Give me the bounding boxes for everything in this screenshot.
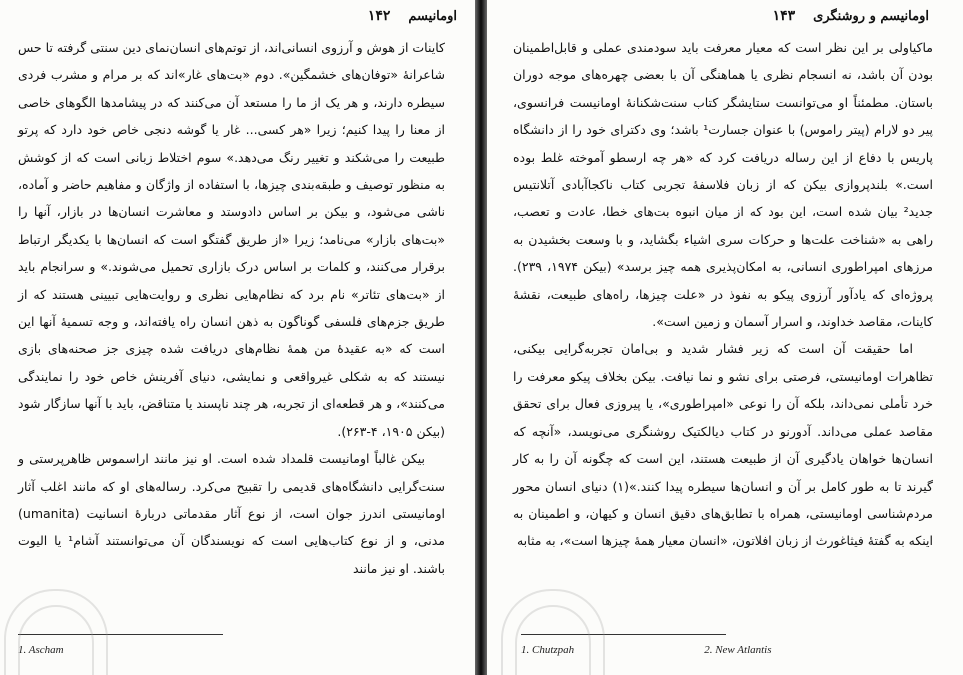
left-paragraph-2: بیکن غالباً اومانیست قلمداد شده است. او نیز مانند اراسموس ظاهرپرستی و سنت‌گرایی دانشگاه‌های قدیمی را تقبیح می‌کرد. رساله‌های او که مانند اغلب آثار اومانیستی اندرز جوان است، از نوع آثار مقدماتی دربارهٔ انسانیت (umanita) مدنی، و از نوع کتاب‌هایی است که نویسندگان آن می‌توانستند آشام¹ یا الیوت باشند. او نیز مانند (18, 451, 445, 576)
left-page-header (18, 8, 457, 30)
left-page-number: ۱۴۲ (367, 8, 391, 24)
left-page-body (18, 34, 445, 605)
right-page (487, 0, 963, 675)
right-paragraph-2: اما حقیقت آن است که زیر فشار شدید و بی‌امان تجربه‌گرایی بیکنی، تظاهرات اومانیستی، فرصتی برای نشو و نما نیافت. بیکن بخلاف پیکو معرفت را خرد تأملی نمی‌داند، بلکه آن را نوعی «امپراطوری»، یا پیروزی فعال برای تحقق مقاصد عملی می‌داند. آدورنو در کتاب دیالکتیک روشنگری می‌نویسد، «آنچه که انسان‌ها خواهان یادگیری آن از طبیعت هستند، این است که چگونه آن را به کار گیرند تا به طور کامل بر آن و انسان‌ها سیطره پیدا کنند.»(۱) دنیای انسان محور مردم‌شناسی اومانیستی، همراه با تطابق‌های دقیق انسان و کیهان، و اطمینان به اینکه به گفتهٔ فیثاغورث از زبان افلاتون، «انسان معیار همهٔ چیزها است»، به مثابه (513, 341, 933, 549)
right-page-body (513, 34, 933, 605)
book-gutter (475, 0, 487, 675)
left-paragraph-1: کاینات از هوش و آرزوی انسانی‌اند، از توتم‌های انسان‌نمای دین سنتی گرفته تا حس شاعرانهٔ «توفان‌های خشمگین». دوم «بت‌های غار»اند که بر مرام و مشرب فردی سیطره دارند، و هر یک از ما را مستعد آن می‌کنند که در پیشامدها الگوهای خاصی از معنا را پیدا کنیم؛ زیرا «هر کسی... غار یا گوشه دنجی خاص خود دارد که پرتو طبیعت را می‌شکند و تغییر رنگ می‌دهد.» سوم اختلاط زبانی است که از کوشش به منظور توصیف و طبقه‌بندی چیزها، با استفاده از واژگان و مفاهیم حاضر و آماده، ناشی می‌شود، و بیکن بر اساس دادوستد و معاشرت انسان‌ها در بازار، آنها را «بت‌های بازار» می‌نامد؛ زیرا «از طریق گفتگو است که انسان‌ها با یکدیگر ارتباط برقرار می‌کنند، و کلمات بر اساس درک بازاری تحمیل می‌شوند.» و سرانجام باید از «بت‌های تئاتر» نام برد که نظام‌هایی نظری و روایت‌هایی تبیینی هستند که از طریق جزم‌های فلسفی گوناگون به ذهن انسان راه یافته‌اند، و وجه تسمیهٔ آنها این است که «به عقیدهٔ من همهٔ نظام‌های دریافت شده چیزی جز صحنه‌های بازی نیستند که به شکلی غیرواقعی و نمایشی، دنیای آفرینش خاص خود را نمایندگی می‌کنند»، و هر قطعه‌ای از تجربه، هر چند ناپسند یا متناقض، باید با آنها سازگار شود (بیکن ۱۹۰۵، ۴-۲۶۳). (18, 40, 445, 439)
right-paragraph-1: ماکیاولی بر این نظر است که معیار معرفت باید سودمندی عملی و قابل‌اطمینان بودن آن باشد، نه انسجام نظری یا هماهنگی آن با بعضی چهره‌های موجه دوران باستان. مطمئناً او می‌توانست ستایشگر کتاب سنت‌شکنانهٔ اومانیست فرانسوی، پیر دو لارام (پیتر راموس) با عنوان جسارت¹ باشد؛ وی دکترای خود را از دانشگاه پاریس با دفاع از این رساله دریافت کرد که «هر چه ارسطو آموخته غلط بوده است.» بلندپروازی بیکن که از زبان فلاسفهٔ تجربی کتاب ناکجاآبادی آتلانتیس جدید² بیان شده است، این بود که از میان انبوه بت‌های خطا، عادت و تعصب، راهی به «شناخت علت‌ها و حرکات سری اشیاء بگشاید، و با وسعت بخشیدن به مرزهای امپراطوری انسانی، به امکان‌پذیری همه چیز برسد» (بیکن ۱۹۷۴، ۲۳۹). پروژه‌ای که یادآور آرزوی پیکو به نفوذ در «علت چیزها، راه‌های طبیعت، نقشهٔ کاینات، مقاصد خداوند، و اسرار آسمان و زمین است». (513, 40, 934, 330)
left-footnote-1: 1. Ascham (18, 644, 64, 656)
right-footnote-rule (521, 634, 726, 635)
right-footnotes (521, 639, 772, 661)
right-page-header (505, 8, 929, 30)
right-footnote-2: 2. New Atlantis (704, 644, 772, 656)
right-footnote-1: 1. Chutzpah (521, 644, 575, 656)
right-page-number: ۱۴۳ (772, 8, 796, 24)
left-page (0, 0, 475, 675)
left-running-head: اومانیسم (408, 9, 457, 24)
left-footnotes (18, 639, 64, 661)
left-footnote-rule (18, 634, 223, 635)
right-running-head: اومانیسم و روشنگری (813, 9, 929, 24)
